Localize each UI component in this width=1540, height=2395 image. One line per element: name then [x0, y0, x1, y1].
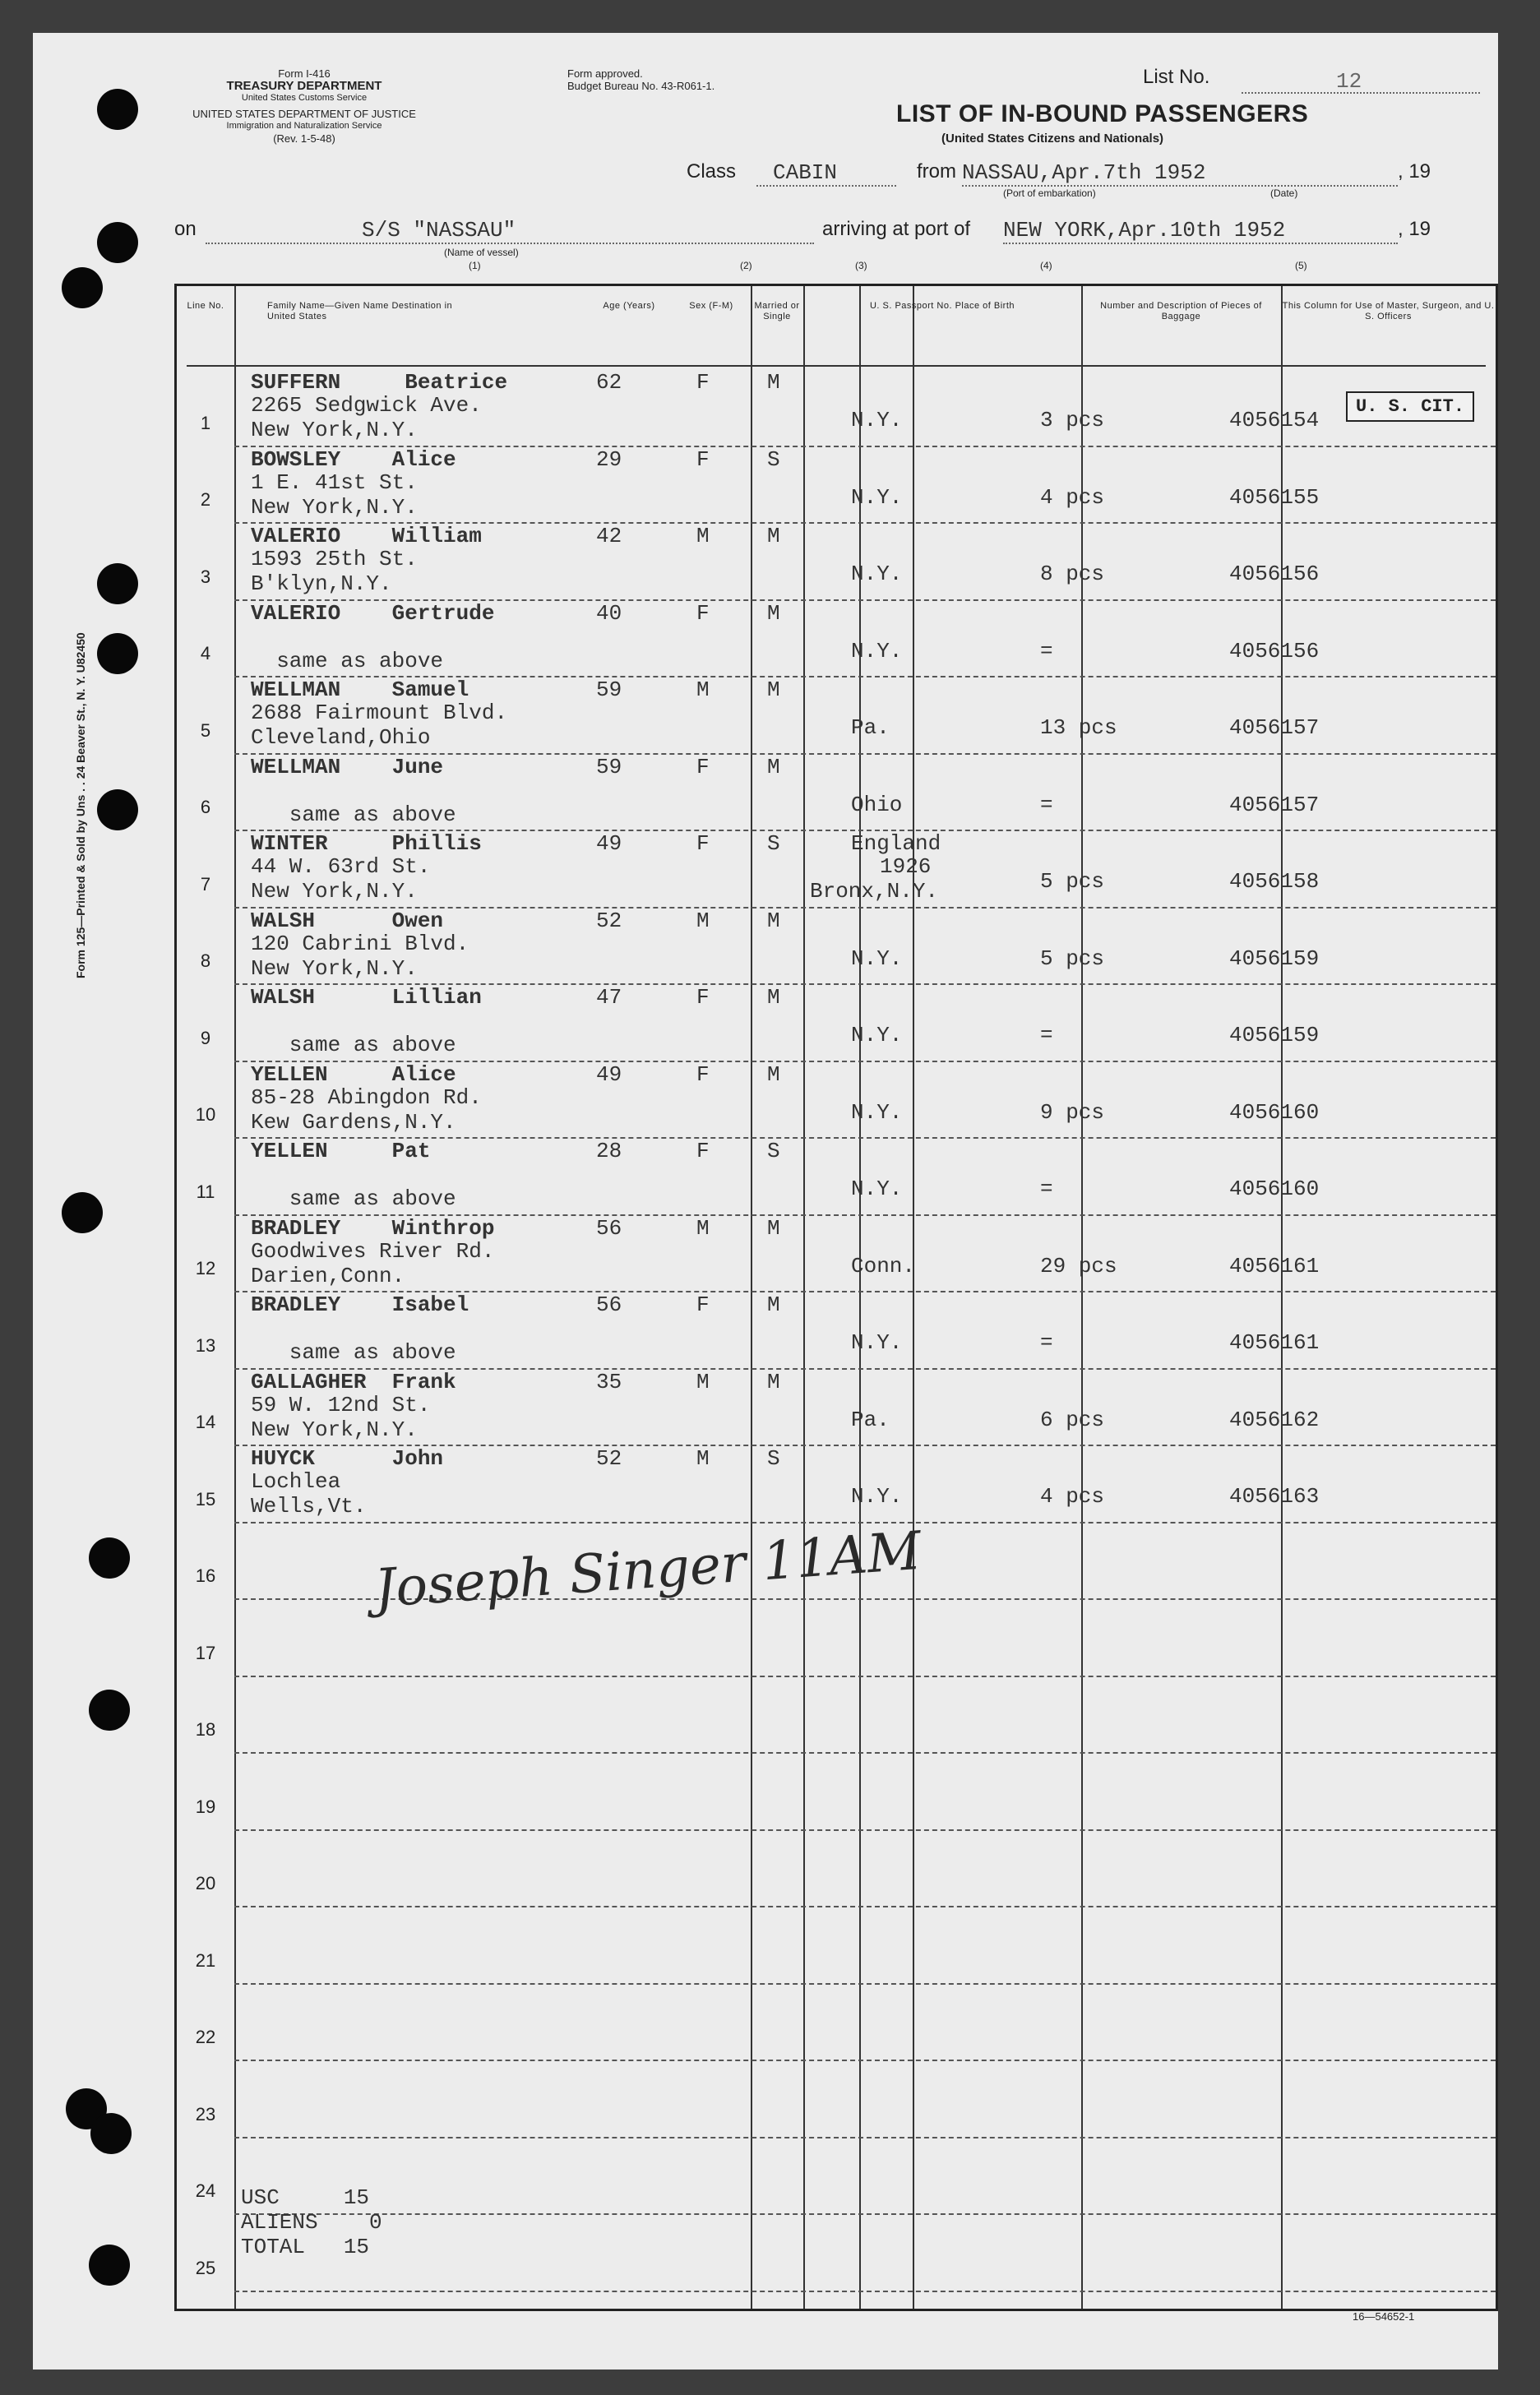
age: 59: [596, 755, 622, 779]
passenger-name: WINTER Phillis: [251, 831, 482, 856]
row-divider: [234, 1829, 1496, 1831]
sex: F: [696, 370, 710, 395]
col-divider: [859, 286, 861, 2309]
col-header-married: Married or Single: [754, 301, 800, 321]
birth-place: Conn.: [851, 1254, 916, 1278]
col-header-age: Age (Years): [603, 301, 655, 311]
birth-place: N.Y.: [851, 408, 903, 432]
address-line-1: 59 W. 12nd St.: [251, 1393, 431, 1417]
punch-hole: [97, 633, 138, 674]
sex: F: [696, 601, 710, 626]
address-line-2: same as above: [251, 1033, 456, 1057]
address-line-1: 2688 Fairmount Blvd.: [251, 700, 508, 725]
signature: Joseph Singer 11AM: [372, 1520, 923, 1621]
sex: M: [696, 1370, 710, 1394]
passenger-name: WELLMAN June: [251, 755, 444, 779]
sex: F: [696, 1062, 710, 1087]
row-divider: [234, 1983, 1496, 1985]
row-divider: [234, 1752, 1496, 1754]
officer-number: 4056159: [1229, 1023, 1320, 1047]
address-line-2: same as above: [251, 1186, 456, 1211]
passenger-name: GALLAGHER Frank: [251, 1370, 456, 1394]
line-number: 20: [195, 1873, 216, 1893]
sex: F: [696, 1139, 710, 1163]
address-line-1: 1593 25th St.: [251, 547, 418, 571]
sex: M: [696, 524, 710, 548]
form-number: Form I-416: [278, 67, 331, 80]
sex: F: [696, 1292, 710, 1317]
address-line-1: 2265 Sedgwick Ave.: [251, 393, 482, 418]
sex: M: [696, 677, 710, 702]
total-value: 15: [343, 2235, 370, 2259]
class-value: CABIN: [773, 160, 838, 185]
line-number: 10: [195, 1104, 216, 1125]
revision-date: (Rev. 1-5-48): [273, 132, 335, 145]
date-caption: (Date): [1270, 187, 1298, 199]
marital-status: M: [767, 909, 780, 933]
col-header-baggage: Number and Description of Pieces of Baggage: [1100, 301, 1262, 321]
passenger-name: BOWSLEY Alice: [251, 447, 456, 472]
sex: F: [696, 755, 710, 779]
line-number: 9: [200, 1028, 211, 1048]
row-divider: [234, 1906, 1496, 1907]
col-header-sex: Sex (F-M): [689, 301, 733, 311]
officer-number: 4056161: [1229, 1330, 1320, 1355]
summary-aliens: [241, 2210, 382, 2235]
address-line-1: Goodwives River Rd.: [251, 1239, 495, 1264]
from-label: from: [917, 160, 956, 183]
punch-hole: [97, 789, 138, 830]
punch-hole: [62, 1192, 103, 1233]
col-divider: [1281, 286, 1283, 2309]
baggage: 5 pcs: [1040, 869, 1105, 894]
age: 56: [596, 1292, 622, 1317]
birth-place: N.Y.: [851, 1177, 903, 1201]
line-number: 13: [195, 1335, 216, 1356]
baggage: =: [1040, 1330, 1053, 1355]
col-header-passport: U. S. Passport No. Place of Birth: [869, 301, 1015, 311]
passenger-name: WALSH Lillian: [251, 985, 482, 1010]
passenger-name: YELLEN Alice: [251, 1062, 456, 1087]
class-field: [756, 160, 896, 187]
punch-hole: [97, 563, 138, 604]
line-number: 25: [195, 2258, 216, 2278]
birth-year: 1926: [880, 854, 932, 879]
baggage: 8 pcs: [1040, 562, 1105, 586]
address-line-1: 85-28 Abingdon Rd.: [251, 1085, 482, 1110]
age: 29: [596, 447, 622, 472]
line-number: 22: [195, 2027, 216, 2047]
officer-number: 4056160: [1229, 1177, 1320, 1201]
punch-hole: [97, 89, 138, 130]
col-header-name: Family Name—Given Name Destination in United States: [267, 301, 453, 321]
line-number: 19: [195, 1796, 216, 1817]
address-line-2: New York,N.Y.: [251, 1417, 418, 1442]
baggage: 13 pcs: [1040, 715, 1117, 740]
usc-value: 15: [343, 2185, 370, 2210]
passenger-name: VALERIO Gertrude: [251, 601, 495, 626]
list-title: LIST OF IN-BOUND PASSENGERS: [896, 100, 1309, 127]
col-divider: [913, 286, 914, 2309]
address-line-2: same as above: [251, 802, 456, 827]
age: 42: [596, 524, 622, 548]
passenger-name: YELLEN Pat: [251, 1139, 431, 1163]
birth-place: N.Y.: [851, 1023, 903, 1047]
officer-number: 4056162: [1229, 1408, 1320, 1432]
birth-place: N.Y.: [851, 1330, 903, 1355]
baggage: =: [1040, 639, 1053, 663]
address-line-2: Cleveland,Ohio: [251, 725, 431, 750]
col-header-line-no: Line No.: [187, 301, 224, 311]
baggage: 4 pcs: [1040, 1484, 1105, 1509]
address-line-2: Darien,Conn.: [251, 1264, 405, 1288]
row-divider: [234, 1676, 1496, 1677]
line-number: 21: [195, 1950, 216, 1971]
col5-caption: (5): [1295, 260, 1307, 271]
marital-status: S: [767, 831, 780, 856]
line-number: 8: [200, 950, 211, 971]
marital-status: S: [767, 1446, 780, 1471]
baggage: 29 pcs: [1040, 1254, 1117, 1278]
officer-number: 4056163: [1229, 1484, 1320, 1509]
officer-number: 4056159: [1229, 946, 1320, 971]
baggage: =: [1040, 793, 1053, 817]
line-number: 23: [195, 2104, 216, 2125]
passenger-name: SUFFERN Beatrice: [251, 370, 508, 395]
age: 47: [596, 985, 622, 1010]
vessel-value: S/S "NASSAU": [362, 218, 516, 243]
birth-place: Pa.: [851, 1408, 890, 1432]
age: 40: [596, 601, 622, 626]
line-number: 2: [200, 489, 211, 510]
summary-usc: [241, 2185, 382, 2210]
marital-status: M: [767, 755, 780, 779]
year-suffix: , 19: [1398, 218, 1431, 240]
budget-bureau-no: Budget Bureau No. 43-R061-1.: [567, 80, 715, 92]
row-divider: [234, 2137, 1496, 2138]
passenger-name: VALERIO William: [251, 524, 482, 548]
baggage: 4 pcs: [1040, 485, 1105, 510]
vessel-field: [206, 218, 814, 244]
age: 59: [596, 677, 622, 702]
birth-place: N.Y.: [851, 1100, 903, 1125]
sex: M: [696, 1216, 710, 1241]
passenger-name: HUYCK John: [251, 1446, 444, 1471]
customs-service: United States Customs Service: [241, 93, 368, 103]
side-margin-text: Form 125—Printed & Sold by Uns . . 24 Beaver St., N. Y. U82450: [74, 632, 87, 978]
marital-status: M: [767, 370, 780, 395]
passenger-name: WELLMAN Samuel: [251, 677, 469, 702]
form-id-block: [164, 67, 444, 145]
from-field: [962, 160, 1398, 187]
birth-place: N.Y.: [851, 485, 903, 510]
col-divider: [751, 286, 752, 2309]
list-no-value: 12: [1336, 69, 1362, 94]
col1-caption: (1): [469, 260, 481, 271]
header-rule: [187, 365, 1486, 367]
row-divider: [234, 2291, 1496, 2292]
address-line-2: New York,N.Y.: [251, 956, 418, 981]
address-line-2: Wells,Vt.: [251, 1494, 367, 1519]
sex: M: [696, 909, 710, 933]
col3-caption: (3): [855, 260, 867, 271]
marital-status: S: [767, 447, 780, 472]
passenger-name: BRADLEY Winthrop: [251, 1216, 495, 1241]
address-line-2: New York,N.Y.: [251, 418, 418, 442]
punch-hole: [89, 1537, 130, 1579]
marital-status: S: [767, 1139, 780, 1163]
marital-status: M: [767, 601, 780, 626]
sex: F: [696, 447, 710, 472]
marital-status: M: [767, 985, 780, 1010]
col-divider: [234, 286, 236, 2309]
line-number: 15: [195, 1489, 216, 1510]
marital-status: M: [767, 1370, 780, 1394]
line-number: 11: [196, 1181, 215, 1202]
punch-hole: [89, 1690, 130, 1731]
line-number: 4: [200, 643, 211, 663]
birth-place: N.Y.: [851, 639, 903, 663]
port-embark-caption: (Port of embarkation): [1003, 187, 1096, 199]
officer-number: 4056154: [1229, 408, 1320, 432]
address-line-2: B'klyn,N.Y.: [251, 571, 392, 596]
officer-number: 4056155: [1229, 485, 1320, 510]
total-label: TOTAL: [241, 2235, 306, 2259]
baggage: =: [1040, 1177, 1053, 1201]
marital-status: M: [767, 677, 780, 702]
baggage: 6 pcs: [1040, 1408, 1105, 1432]
arriving-label: arriving at port of: [822, 218, 971, 240]
address-line-1: Lochlea: [251, 1469, 341, 1494]
col2-caption: (2): [740, 260, 752, 271]
aliens-label: ALIENS: [241, 2210, 318, 2235]
line-number: 12: [195, 1258, 216, 1278]
justice-dept: UNITED STATES DEPARTMENT OF JUSTICE: [192, 108, 416, 120]
address-line-1: 44 W. 63rd St.: [251, 854, 431, 879]
line-number: 3: [200, 566, 211, 587]
address-line-1: 1 E. 41st St.: [251, 470, 418, 495]
list-subtitle: (United States Citizens and Nationals): [941, 132, 1164, 146]
line-number: 5: [200, 720, 211, 741]
class-label: Class: [687, 160, 737, 183]
birth-place: England: [851, 831, 941, 856]
arriving-value: NEW YORK,Apr.10th 1952: [1003, 218, 1286, 243]
form-sheet: [33, 33, 1498, 2370]
line-number: 1: [200, 413, 211, 433]
col-divider: [803, 286, 805, 2309]
footer-code: 16—54652-1: [1353, 2310, 1415, 2323]
col-divider: [1081, 286, 1083, 2309]
approved-label: Form approved.: [567, 67, 643, 80]
passenger-table: [174, 284, 1498, 2311]
year-suffix: , 19: [1398, 160, 1431, 183]
address-line-2: New York,N.Y.: [251, 879, 418, 904]
col-header-officers: This Column for Use of Master, Surgeon, and U. S. Officers: [1282, 301, 1495, 321]
punch-hole: [89, 2245, 130, 2286]
officer-number: 4056157: [1229, 715, 1320, 740]
marital-status: M: [767, 1216, 780, 1241]
summary-block: [241, 2185, 382, 2259]
age: 52: [596, 1446, 622, 1471]
aliens-value: 0: [369, 2210, 382, 2235]
row-divider: [234, 2060, 1496, 2061]
officer-number: 4056156: [1229, 562, 1320, 586]
list-no-label: List No.: [1143, 66, 1210, 88]
officer-number: 4056158: [1229, 869, 1320, 894]
on-label: on: [174, 218, 197, 240]
vessel-caption: (Name of vessel): [444, 247, 519, 258]
officer-number: 4056161: [1229, 1254, 1320, 1278]
age: 52: [596, 909, 622, 933]
marital-status: M: [767, 524, 780, 548]
line-number: 24: [195, 2180, 216, 2201]
birth-place: Ohio: [851, 793, 903, 817]
baggage: 3 pcs: [1040, 408, 1105, 432]
usc-label: USC: [241, 2185, 280, 2210]
birth-place-2: Bronx,N.Y.: [810, 879, 939, 904]
address-line-2: Kew Gardens,N.Y.: [251, 1110, 456, 1135]
sex: M: [696, 1446, 710, 1471]
line-number: 6: [200, 797, 211, 817]
line-number: 17: [195, 1643, 216, 1663]
address-line-2: New York,N.Y.: [251, 495, 418, 520]
line-number: 7: [200, 874, 211, 895]
line-number: 18: [195, 1719, 216, 1740]
baggage: 9 pcs: [1040, 1100, 1105, 1125]
approval-block: [567, 67, 715, 92]
arriving-field: [1003, 218, 1398, 244]
age: 56: [596, 1216, 622, 1241]
age: 49: [596, 831, 622, 856]
address-line-1: 120 Cabrini Blvd.: [251, 932, 469, 956]
us-cit-stamp: U. S. CIT.: [1346, 391, 1474, 422]
birth-place: N.Y.: [851, 1484, 903, 1509]
officer-number: 4056157: [1229, 793, 1320, 817]
col4-caption: (4): [1040, 260, 1052, 271]
baggage: 5 pcs: [1040, 946, 1105, 971]
marital-status: M: [767, 1062, 780, 1087]
from-value: NASSAU,Apr.7th 1952: [962, 160, 1206, 185]
marital-status: M: [767, 1292, 780, 1317]
row-divider: [234, 2213, 1496, 2215]
passenger-name: BRADLEY Isabel: [251, 1292, 469, 1317]
punch-hole: [90, 2113, 132, 2154]
sex: F: [696, 985, 710, 1010]
ins-service: Immigration and Naturalization Service: [226, 121, 382, 131]
age: 62: [596, 370, 622, 395]
address-line-2: same as above: [251, 649, 444, 673]
officer-number: 4056156: [1229, 639, 1320, 663]
baggage: =: [1040, 1023, 1053, 1047]
birth-place: N.Y.: [851, 946, 903, 971]
age: 28: [596, 1139, 622, 1163]
punch-hole: [62, 267, 103, 308]
age: 35: [596, 1370, 622, 1394]
age: 49: [596, 1062, 622, 1087]
punch-hole: [97, 222, 138, 263]
birth-place: N.Y.: [851, 562, 903, 586]
line-number: 14: [195, 1412, 216, 1432]
officer-number: 4056160: [1229, 1100, 1320, 1125]
sex: F: [696, 831, 710, 856]
treasury-dept: TREASURY DEPARTMENT: [226, 79, 382, 93]
summary-total: [241, 2235, 382, 2259]
passenger-name: WALSH Owen: [251, 909, 444, 933]
address-line-2: same as above: [251, 1340, 456, 1365]
row-divider: [234, 1522, 1496, 1523]
list-no-field: [1242, 69, 1480, 94]
line-number: 16: [195, 1565, 216, 1586]
birth-place: Pa.: [851, 715, 890, 740]
